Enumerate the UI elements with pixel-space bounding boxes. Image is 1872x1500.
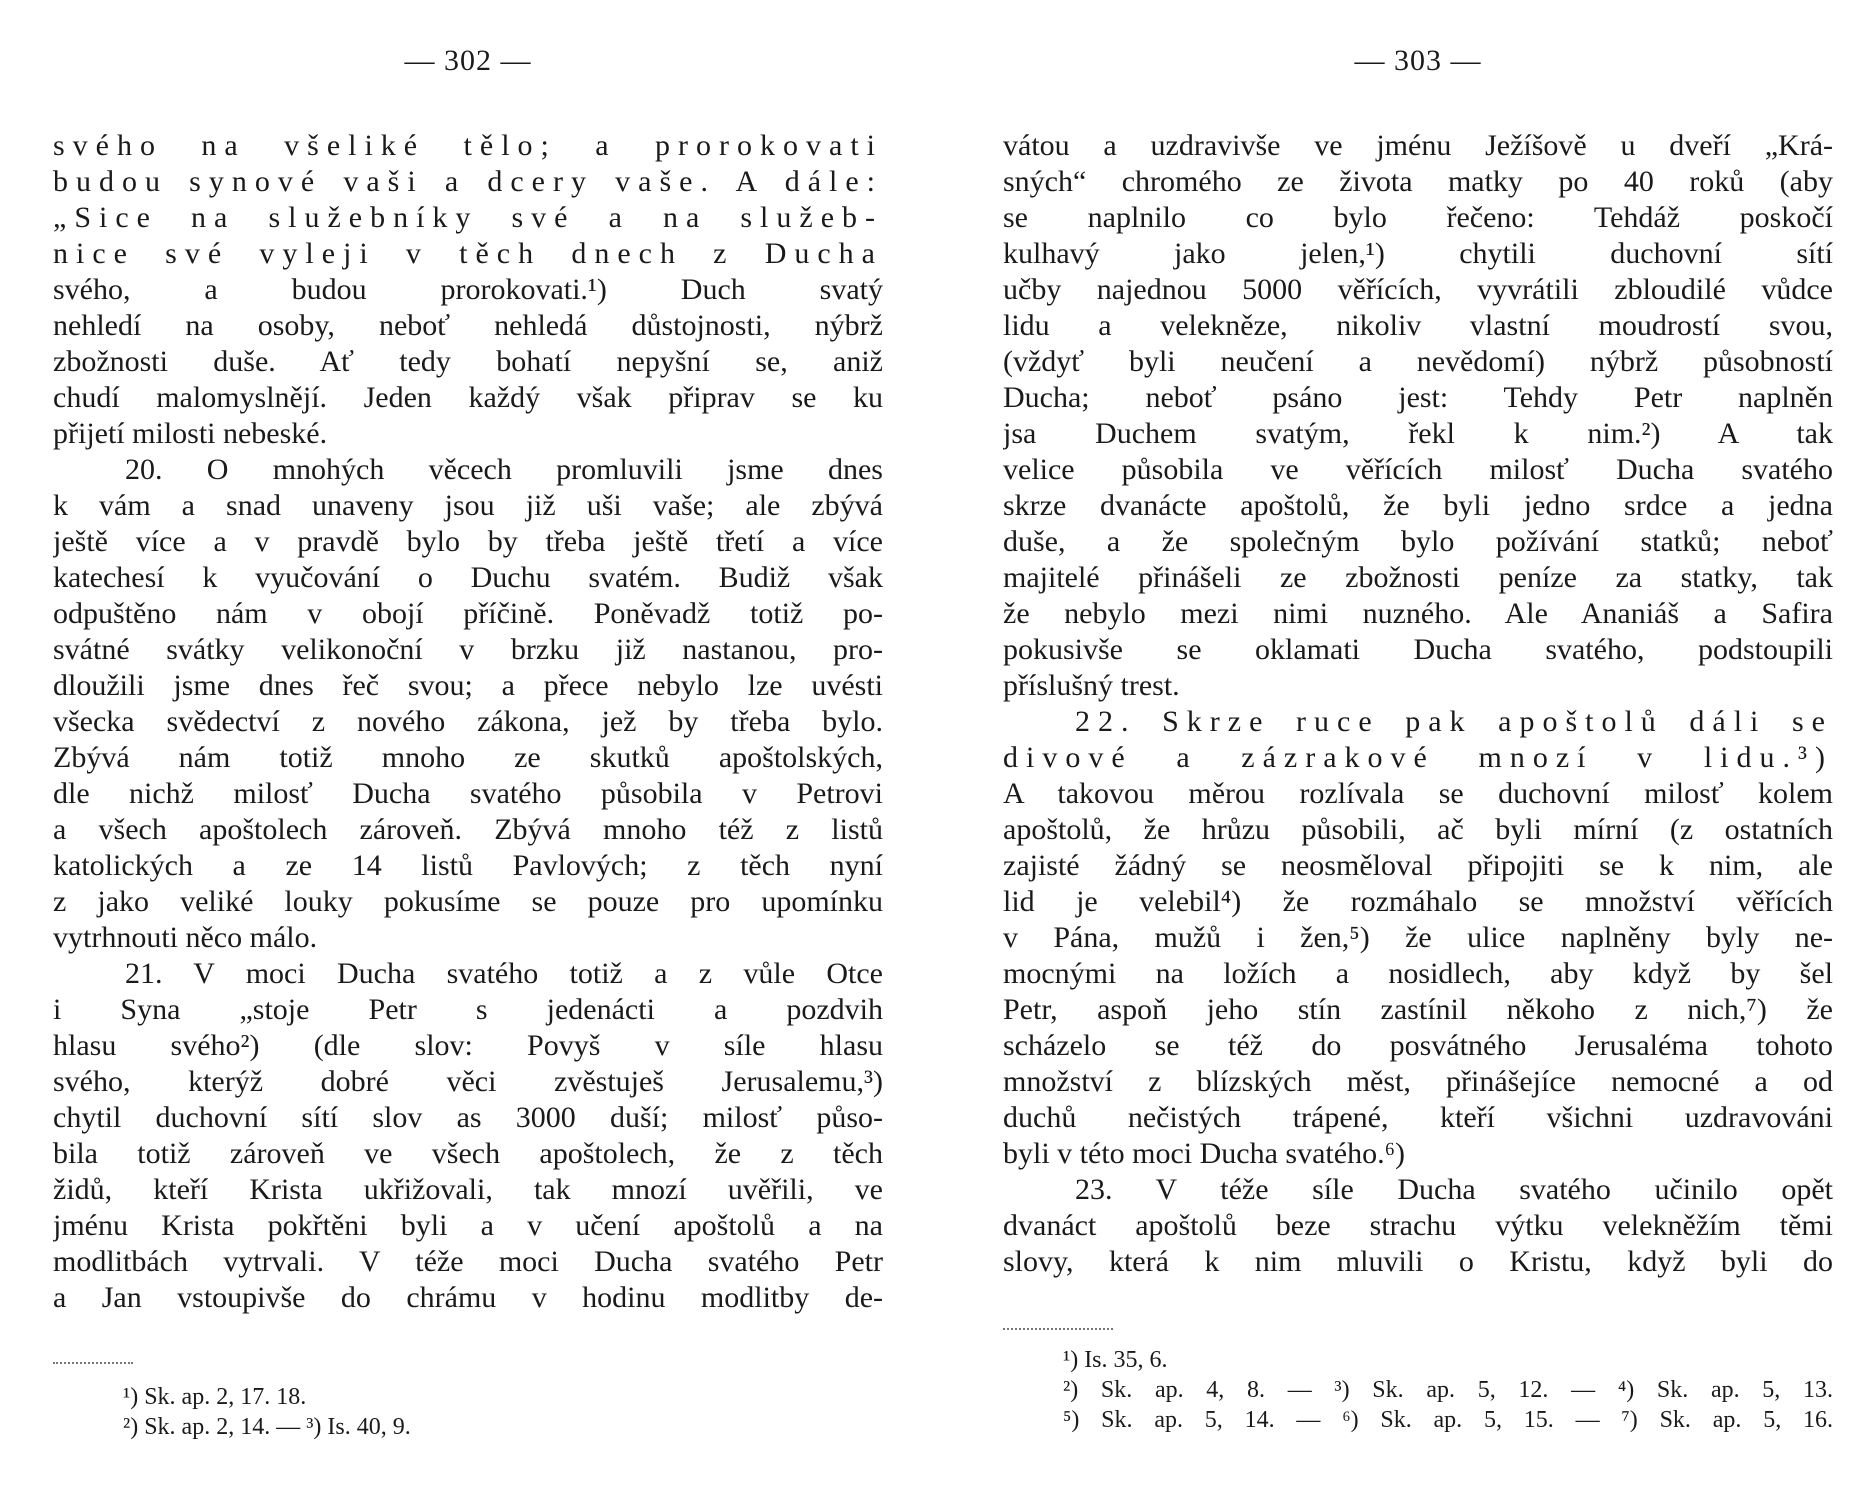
page-number: — 303 — (1354, 44, 1482, 77)
text-line: scházelo se též do posvátného Jerusaléma tohoto (1003, 1029, 1833, 1062)
text-line: jménu Krista pokřtěni byli a v učení apoštolů a na (53, 1209, 883, 1242)
footnote: ⁵) Sk. ap. 5, 14. — ⁶) Sk. ap. 5, 15. — ⁷) Sk. ap. 5, 16. (1063, 1407, 1833, 1433)
text-line: Zbývá nám totiž mnoho ze skutků apoštolských, (53, 741, 883, 774)
text-line: divové a zázrakové mnozí v lidu.³) (1003, 741, 1833, 774)
footnotes (123, 1382, 643, 1442)
text-line: lidu a velekněze, nikoliv vlastní moudrostí svou, (1003, 309, 1833, 342)
text-line: nehledí na osoby, neboť nehledá důstojnosti, nýbrž (53, 309, 883, 342)
text-line: majitelé přinášeli ze zbožnosti peníze za statky, tak (1003, 561, 1833, 594)
text-line: (vždyť byli neučení a nevědomí) nýbrž působností (1003, 345, 1833, 378)
text-line: mocnými na ložích a nosidlech, aby když by šel (1003, 957, 1833, 990)
body-text (1003, 128, 1833, 1280)
text-line: „Sice na služebníky své a na služeb- (53, 201, 883, 234)
text-line: svého, a budou prorokovati.¹) Duch svatý (53, 273, 883, 306)
text-line: svého na všeliké tělo; a prorokovati (53, 129, 883, 162)
footnotes (1063, 1345, 1833, 1435)
text-line: apoštolů, že hrůzu působili, ač byli mírní (z ostatních (1003, 813, 1833, 846)
text-line: že nebylo mezi nimi nuzného. Ale Ananiáš a Safira (1003, 597, 1833, 630)
text-line: Ducha; neboť psáno jest: Tehdy Petr naplněn (1003, 381, 1833, 414)
paragraph-start: 22. Skrze ruce pak apoštolů dáli se (1075, 705, 1833, 738)
body-text (53, 128, 883, 1316)
text-line: dvanáct apoštolů beze strachu výtku velekněžím těmi (1003, 1209, 1833, 1242)
text-line: množství z blízských měst, přinášejíce nemocné a od (1003, 1065, 1833, 1098)
text-line: z jako veliké louky pokusíme se pouze pro upomínku (53, 885, 883, 918)
text-line: pokusivše se oklamati Ducha svatého, podstoupili (1003, 633, 1833, 666)
text-line: Petr, aspoň jeho stín zastínil někoho z nich,⁷) že (1003, 993, 1833, 1026)
text-line: vytrhnouti něco málo. (53, 921, 318, 954)
text-line: A takovou měrou rozlívala se duchovní milosť kolem (1003, 777, 1833, 810)
text-line: židů, kteří Krista ukřižovali, tak mnozí uvěřili, ve (53, 1173, 883, 1206)
paragraph-start: 23. V téže síle Ducha svatého učinilo opět (1075, 1173, 1833, 1206)
text-line: kulhavý jako jelen,¹) chytili duchovní sítí (1003, 237, 1833, 270)
text-line: příslušný trest. (1003, 669, 1180, 702)
text-line: vátou a uzdravivše ve jménu Ježíšově u dveří „Krá- (1003, 129, 1833, 162)
paragraph-start: 20. O mnohých věcech promluvili jsme dnes (125, 453, 883, 486)
text-line: skrze dvanácte apoštolů, že byli jedno srdce a jedna (1003, 489, 1833, 522)
text-line: svátné svátky velikonoční v brzku již nastanou, pro- (53, 633, 883, 666)
text-line: chudí malomyslnějí. Jeden každý však připrav se ku (53, 381, 883, 414)
text-line: dle nichž milosť Ducha svatého působila v Petrovi (53, 777, 883, 810)
right-page (1003, 0, 1833, 1500)
text-line: a Jan vstoupivše do chrámu v hodinu modlitby de- (53, 1281, 883, 1314)
footnote: ¹) Sk. ap. 2, 17. 18. (123, 1384, 307, 1410)
text-line: odpuštěno nám v obojí příčině. Poněvadž totiž po- (53, 597, 883, 630)
text-line: a všech apoštolech zároveň. Zbývá mnoho též z listů (53, 813, 883, 846)
text-line: k vám a snad unaveny jsou již uši vaše; ale zbývá (53, 489, 883, 522)
text-line: svého, kterýž dobré věci zvěstuješ Jerusalemu,³) (53, 1065, 883, 1098)
text-line: duše, a že společným bylo požívání statků; neboť (1003, 525, 1833, 558)
text-line: dloužili jsme dnes řeč svou; a přece nebylo lze uvésti (53, 669, 883, 702)
text-line: byli v této moci Ducha svatého.⁶) (1003, 1137, 1406, 1170)
text-line: slovy, která k nim mluvili o Kristu, když byli do (1003, 1245, 1833, 1278)
footnote: ²) Sk. ap. 4, 8. — ³) Sk. ap. 5, 12. — ⁴) Sk. ap. 5, 13. (1063, 1377, 1833, 1403)
text-line: v Pána, mužů i žen,⁵) že ulice naplněny byly ne- (1003, 921, 1833, 954)
text-line: všecka svědectví z nového zákona, jež by třeba bylo. (53, 705, 883, 738)
text-line: katechesí k vyučování o Duchu svatém. Budiž však (53, 561, 883, 594)
text-line: chytil duchovní sítí slov as 3000 duší; milosť půso- (53, 1101, 883, 1134)
text-line: nice své vyleji v těch dnech z Ducha (53, 237, 883, 270)
text-line: i Syna „stoje Petr s jedenácti a pozdvih (53, 993, 883, 1026)
footnote-separator (53, 1362, 133, 1364)
text-line: lid je velebil⁴) že rozmáhalo se množství věřících (1003, 885, 1833, 918)
footnote: ¹) Is. 35, 6. (1063, 1347, 1168, 1373)
text-line: se naplnilo co bylo řečeno: Tehdáž poskočí (1003, 201, 1833, 234)
text-line: velice působila ve věřících milosť Ducha svatého (1003, 453, 1833, 486)
text-line: bila totiž zároveň ve všech apoštolech, že z těch (53, 1137, 883, 1170)
text-line: zajisté žádný se neosměloval připojiti se k nim, ale (1003, 849, 1833, 882)
left-page (53, 0, 883, 1500)
text-line: učby najednou 5000 věřících, vyvrátili zbloudilé vůdce (1003, 273, 1833, 306)
footnote: ²) Sk. ap. 2, 14. — ³) Is. 40, 9. (123, 1414, 411, 1440)
text-line: ještě více a v pravdě bylo by třeba ještě třetí a více (53, 525, 883, 558)
text-line: sných“ chromého ze života matky po 40 roků (aby (1003, 165, 1833, 198)
text-line: přijetí milosti nebeské. (53, 417, 328, 450)
text-line: budou synové vaši a dcery vaše. A dále: (53, 165, 883, 198)
footnote-separator (1003, 1328, 1113, 1330)
text-line: katolických a ze 14 listů Pavlových; z těch nyní (53, 849, 883, 882)
text-line: duchů nečistých trápené, kteří všichni uzdravováni (1003, 1101, 1833, 1134)
text-line: modlitbách vytrvali. V téže moci Ducha svatého Petr (53, 1245, 883, 1278)
text-line: jsa Duchem svatým, řekl k nim.²) A tak (1003, 417, 1833, 450)
text-line: hlasu svého²) (dle slov: Povyš v síle hlasu (53, 1029, 883, 1062)
text-line: zbožnosti duše. Ať tedy bohatí nepyšní se, aniž (53, 345, 883, 378)
paragraph-start: 21. V moci Ducha svatého totiž a z vůle Otce (125, 957, 883, 990)
page-number: — 302 — (404, 44, 532, 77)
